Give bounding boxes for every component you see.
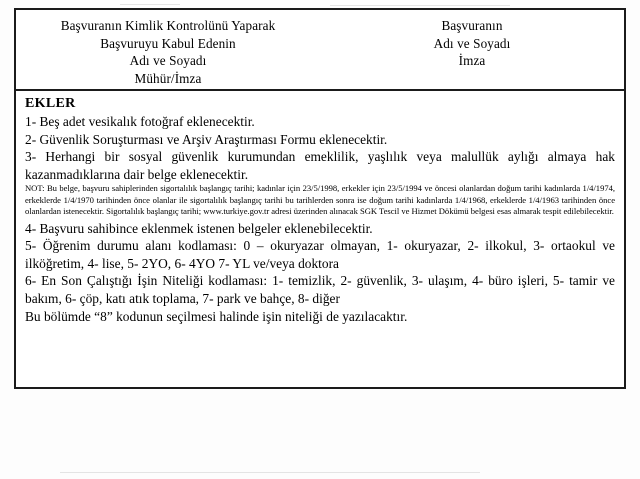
annex-item-3-note: NOT: Bu belge, başvuru sahiplerinden sigortalılık başlangıç tarihi; kadınlar için 23/5/1998, erkekler için 23/5/1994 ve öncesi olanlardan doğum tarihi kadınlarda 1/4/1974, erkeklerde 1/4/1970 tarihinden önce olanlar ile sigortalılık başlangıç tarihi bu tarihlerden sonra ise doğum tarihi kadınlarda 1/4/1968, erkeklerde 1/4/1963 tarihinden önce olanlardan istenecektir. Sigortalılık başlangıç tarihi; www.turkiye.gov.tr adresi üzerinden alınacak SGK Tescil ve Hizmet Dökümü belgesi esas almarak tespit edilebilecektir.: [25, 183, 615, 217]
applicant-line-2: Adı ve Soyadı: [433, 35, 511, 51]
annex-item-2: 2- Güvenlik Soruşturması ve Arşiv Araştırması Formu eklenecektir.: [25, 131, 388, 147]
annex-body: [16, 91, 624, 325]
form-border-frame: [14, 8, 626, 389]
signature-block: [16, 10, 624, 91]
acceptor-line-4: Mühür/İmza: [134, 70, 202, 86]
applicant-line-1: Başvuranın: [441, 18, 503, 33]
annex-closing-note: Bu bölümde “8” kodunun seçilmesi halinde işin niteliği de yazılacaktır.: [25, 308, 408, 324]
annex-item-3: 3- Herhangi bir sosyal güvenlik kurumundan emeklilik, yaşlılık veya malullük aylığı almaya hak kazanmadıklarına dair belge eklenecektir.: [25, 149, 615, 182]
annex-title: EKLER: [25, 96, 76, 111]
signature-column-acceptor: [16, 10, 320, 89]
applicant-line-3: İmza: [458, 53, 486, 68]
acceptor-line-1: Başvuranın Kimlik Kontrolünü Yaparak: [60, 18, 276, 33]
annex-item-5: 5- Öğrenim durumu alanı kodlaması: 0 – okuryazar olmayan, 1- okuryazar, 2- ilkokul, 3- ortaokul ve ilköğretim, 4- lise, 5- 2YO, 6- 4YO 7- YL ve/veya doktora: [25, 238, 615, 271]
scan-artifact: [330, 5, 510, 6]
acceptor-line-3: Adı ve Soyadı: [129, 53, 207, 68]
scan-artifact: [60, 472, 480, 473]
signature-column-applicant: [320, 10, 624, 89]
annex-item-1: 1- Beş adet vesikalık fotoğraf eklenecektir.: [25, 114, 255, 129]
scan-artifact: [120, 4, 180, 5]
annex-item-6: 6- En Son Çalıştığı İşin Niteliği kodlaması: 1- temizlik, 2- güvenlik, 3- ulaşım, 4- büro işleri, 5- tamir ve bakım, 6- çöp, katı atık toplama, 7- park ve bahçe, 8- diğer: [25, 273, 615, 306]
annex-item-4: 4- Başvuru sahibince eklenmek istenen belgeler eklenebilecektir.: [25, 220, 373, 236]
acceptor-line-2: Başvuruyu Kabul Edenin: [100, 35, 236, 51]
